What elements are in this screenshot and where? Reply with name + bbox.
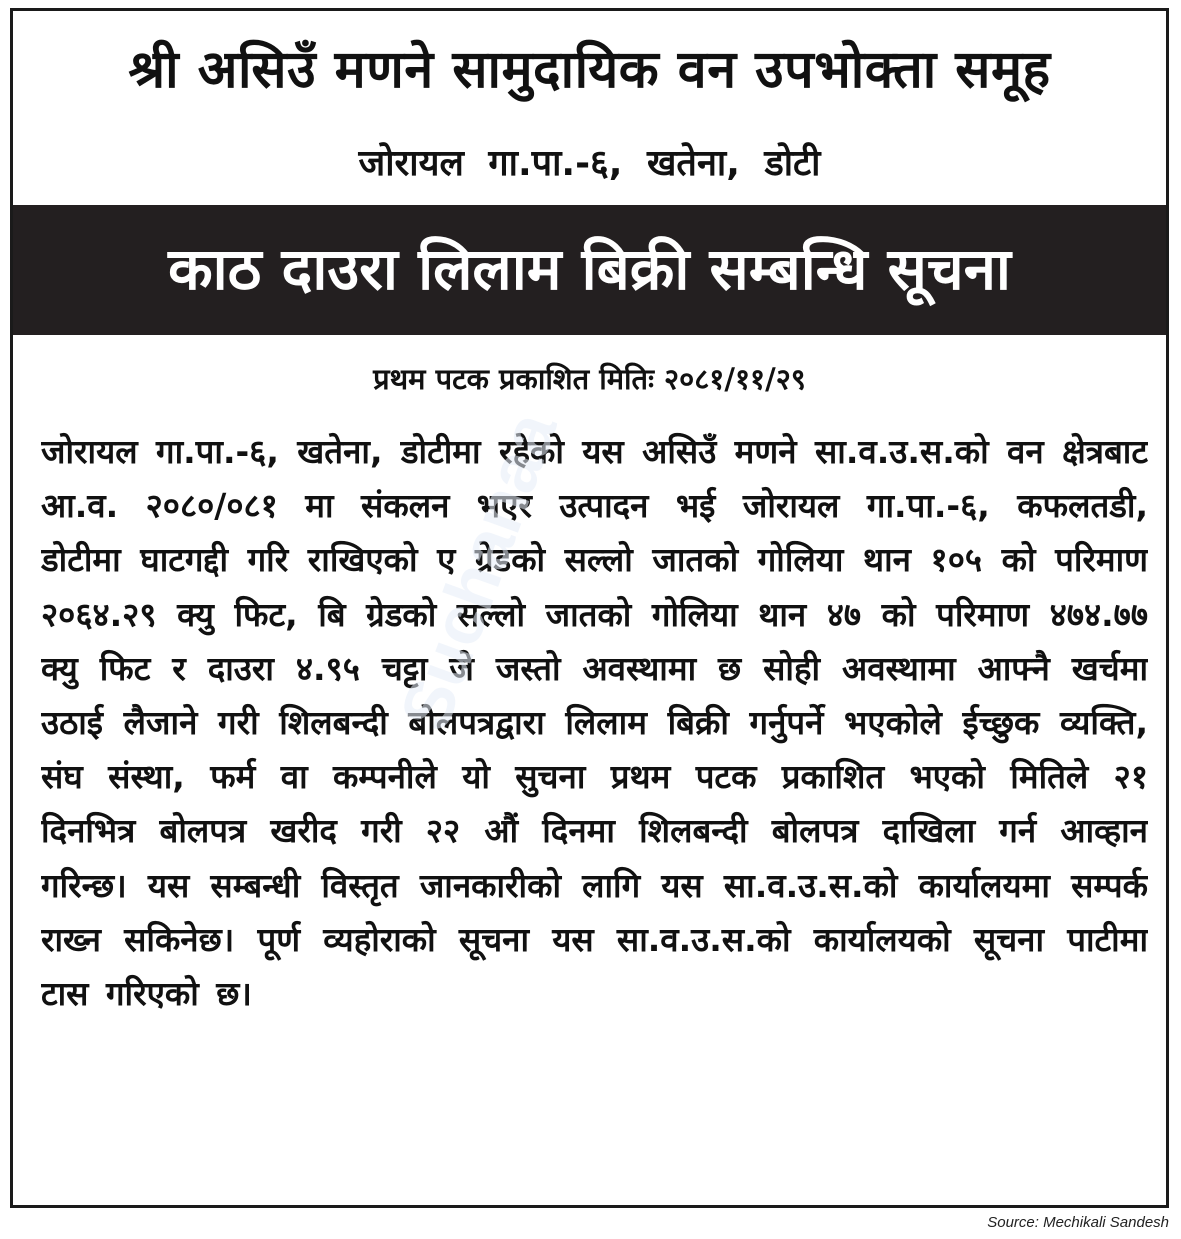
organization-name: श्री असिउँ मणने सामुदायिक वन उपभोक्ता समूह xyxy=(128,40,1051,100)
publish-date-line: प्रथम पटक प्रकाशित मितिः २०८१/११/२९ xyxy=(373,362,806,396)
watermark: Suchanaa xyxy=(385,402,572,740)
notice-title: काठ दाउरा लिलाम बिक्री सम्बन्धि सूचना xyxy=(168,235,1011,303)
title-band xyxy=(13,205,1166,335)
notice-body: जोरायल गा.पा.-६, खतेना, डोटीमा रहेको यस असिउँ मणने सा.व.उ.स.को वन क्षेत्रबाट आ.व. २०८०/०८१ मा संकलन भएर उत्पादन भई जोरायल गा.पा.-६, कफलतडी, डोटीमा घाटगद्दी गरि राखिएको ए ग्रेडको सल्लो जातको गोलिया थान १०५ को परिमाण २०६४.२९ क्यु फिट, बि ग्रेडको सल्लो जातको गोलिया थान ४७ को परिमाण ४७४.७७ क्यु फिट र दाउरा ४.९५ चट्टा जे जस्तो अवस्थामा छ सोही अवस्थामा आफ्नै खर्चमा उठाई लैजाने गरी शिलबन्दी बोलपत्रद्वारा लिलाम बिक्री गर्नुपर्ने भएकोले ईच्छुक व्यक्ति, संघ संस्था, फर्म वा कम्पनीले यो सुचना प्रथम पटक प्रकाशित भएको मितिले २१ दिनभित्र बोलपत्र खरीद गरी २२ औं दिनमा शिलबन्दी बोलपत्र दाखिला गर्न आव्हान गरिन्छ। यस सम्बन्धी विस्तृत जानकारीको लागि यस सा.व.उ.स.को कार्यालयमा सम्पर्क राख्न सकिनेछ। पूर्ण व्यहोराको सूचना यस सा.व.उ.स.को कार्यालयको सूचना पाटीमा टास गरिएको छ। xyxy=(41,432,1148,1014)
source-credit: Source: Mechikali Sandesh xyxy=(987,1214,1169,1231)
organization-address: जोरायल गा.पा.-६, खतेना, डोटी xyxy=(358,143,821,184)
notice-frame xyxy=(10,8,1169,1208)
